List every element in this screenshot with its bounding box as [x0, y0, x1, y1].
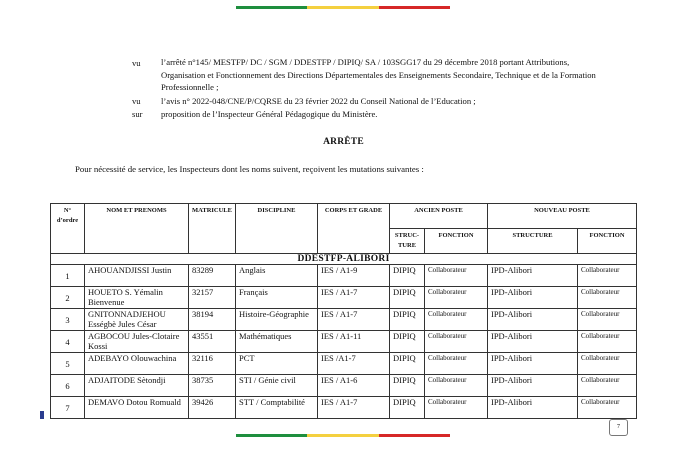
corps-grade: IES / A1-11 [318, 331, 390, 353]
ancien-fonction: Collaborateur [425, 309, 488, 331]
table-row [51, 331, 637, 353]
nouveau-fonction: Collaborateur [578, 309, 637, 331]
header-name: NOM ET PRENOMS [85, 204, 189, 254]
table-row [51, 375, 637, 397]
nouveau-fonction: Collaborateur [578, 331, 637, 353]
header-nouveau-structure: STRUCTURE [488, 229, 578, 254]
flag-red [379, 6, 450, 9]
ancien-structure: DIPIQ [390, 353, 425, 375]
row-number: 2 [51, 287, 85, 309]
discipline: STT / Comptabilité [236, 397, 318, 419]
corps-grade: IES / A1-7 [318, 287, 390, 309]
row-number: 4 [51, 331, 85, 353]
corps-grade: IES / A1-7 [318, 397, 390, 419]
ancien-fonction: Collaborateur [425, 353, 488, 375]
ancien-fonction: Collaborateur [425, 397, 488, 419]
discipline: Mathématiques [236, 331, 318, 353]
discipline: Histoire-Géographie [236, 309, 318, 331]
header-nouveau-poste: NOUVEAU POSTE [488, 204, 637, 229]
row-number: 6 [51, 375, 85, 397]
employee-name: DEMAVO Dotou Romuald [85, 397, 189, 419]
preamble-key: sur [132, 109, 143, 119]
ancien-structure: DIPIQ [390, 265, 425, 287]
nouveau-structure: IPD-Alibori [488, 331, 578, 353]
ancien-fonction: Collaborateur [425, 375, 488, 397]
preamble-text: proposition de l’Inspecteur Général Pédagogique du Ministère. [161, 109, 378, 119]
flag-yellow [307, 434, 378, 437]
employee-name: ADEBAYO Olouwachina [85, 353, 189, 375]
flag-yellow [307, 6, 378, 9]
ancien-structure: DIPIQ [390, 287, 425, 309]
matricule: 83289 [189, 265, 236, 287]
preamble-text: l’avis n° 2022-048/CNE/P/CQRSE du 23 février 2022 du Conseil National de l’Education ; [161, 96, 476, 106]
ancien-structure: DIPIQ [390, 331, 425, 353]
discipline: PCT [236, 353, 318, 375]
ancien-structure: DIPIQ [390, 309, 425, 331]
header-discipline: DISCIPLINE [236, 204, 318, 254]
ancien-structure: DIPIQ [390, 397, 425, 419]
header-nouveau-fonction: FONCTION [578, 229, 637, 254]
employee-name: HOUETO S. Yémalin Bienvenue [85, 287, 189, 309]
matricule: 32116 [189, 353, 236, 375]
nouveau-fonction: Collaborateur [578, 287, 637, 309]
header-ancien-structure: STRUC-TURE [390, 229, 425, 254]
table-row [51, 265, 637, 287]
nouveau-structure: IPD-Alibori [488, 265, 578, 287]
header-num: N° d’ordre [51, 204, 85, 254]
nouveau-fonction: Collaborateur [578, 265, 637, 287]
table-row [51, 353, 637, 375]
flag-green [236, 434, 307, 437]
corps-grade: IES / A1-7 [318, 309, 390, 331]
discipline: Anglais [236, 265, 318, 287]
matricule: 32157 [189, 287, 236, 309]
ancien-fonction: Collaborateur [425, 331, 488, 353]
row-number: 5 [51, 353, 85, 375]
ancien-structure: DIPIQ [390, 375, 425, 397]
corps-grade: IES / A1-6 [318, 375, 390, 397]
matricule: 38735 [189, 375, 236, 397]
margin-mark [40, 411, 44, 419]
nouveau-structure: IPD-Alibori [488, 287, 578, 309]
nouveau-fonction: Collaborateur [578, 397, 637, 419]
table-row [51, 309, 637, 331]
nouveau-structure: IPD-Alibori [488, 309, 578, 331]
table-row [51, 397, 637, 419]
page-number: 7 [609, 419, 628, 436]
preamble-text: l’arrêté n°145/ MESTFP/ DC / SGM / DDESTFP / DIPIQ/ SA / 103SGG17 du 29 décembre 2018 portant Attributions, Organisation et Fonctionnement des Directions Départementales des Enseignements Secondaire, Technique et de la Formation Professionnelle ; [161, 57, 596, 92]
flag-red [379, 434, 450, 437]
discipline: Français [236, 287, 318, 309]
flag-stripe-bottom [236, 434, 450, 437]
nouveau-fonction: Collaborateur [578, 353, 637, 375]
row-number: 1 [51, 265, 85, 287]
row-number: 7 [51, 397, 85, 419]
nouveau-structure: IPD-Alibori [488, 397, 578, 419]
preamble-key: vu [132, 58, 141, 68]
employee-name: ADJAITODE Sètondji [85, 375, 189, 397]
ancien-fonction: Collaborateur [425, 265, 488, 287]
nouveau-fonction: Collaborateur [578, 375, 637, 397]
employee-name: AGBOCOU Jules-Clotaire Kossi [85, 331, 189, 353]
nouveau-structure: IPD-Alibori [488, 375, 578, 397]
header-ancien-fonction: FONCTION [425, 229, 488, 254]
discipline: STI / Génie civil [236, 375, 318, 397]
preamble-key: vu [132, 96, 141, 106]
corps-grade: IES / A1-9 [318, 265, 390, 287]
row-number: 3 [51, 309, 85, 331]
matricule: 39426 [189, 397, 236, 419]
intro-paragraph: Pour nécessité de service, les Inspecteurs dont les noms suivent, reçoivent les mutations suivantes : [75, 164, 424, 174]
corps-grade: IES /A1-7 [318, 353, 390, 375]
employee-name: AHOUANDJISSI Justin [85, 265, 189, 287]
decree-title: ARRÊTE [323, 137, 364, 147]
flag-stripe-top [236, 6, 450, 9]
header-corps: CORPS ET GRADE [318, 204, 390, 254]
ancien-fonction: Collaborateur [425, 287, 488, 309]
matricule: 43551 [189, 331, 236, 353]
section-heading: DDESTFP-ALIBORI [51, 254, 637, 265]
nouveau-structure: IPD-Alibori [488, 353, 578, 375]
header-ancien-poste: ANCIEN POSTE [390, 204, 488, 229]
flag-green [236, 6, 307, 9]
mutations-table [50, 203, 637, 419]
matricule: 38194 [189, 309, 236, 331]
employee-name: GNITONNADJEHOU Ességbè Jules César [85, 309, 189, 331]
table-row [51, 287, 637, 309]
header-matricule: MATRICULE [189, 204, 236, 254]
